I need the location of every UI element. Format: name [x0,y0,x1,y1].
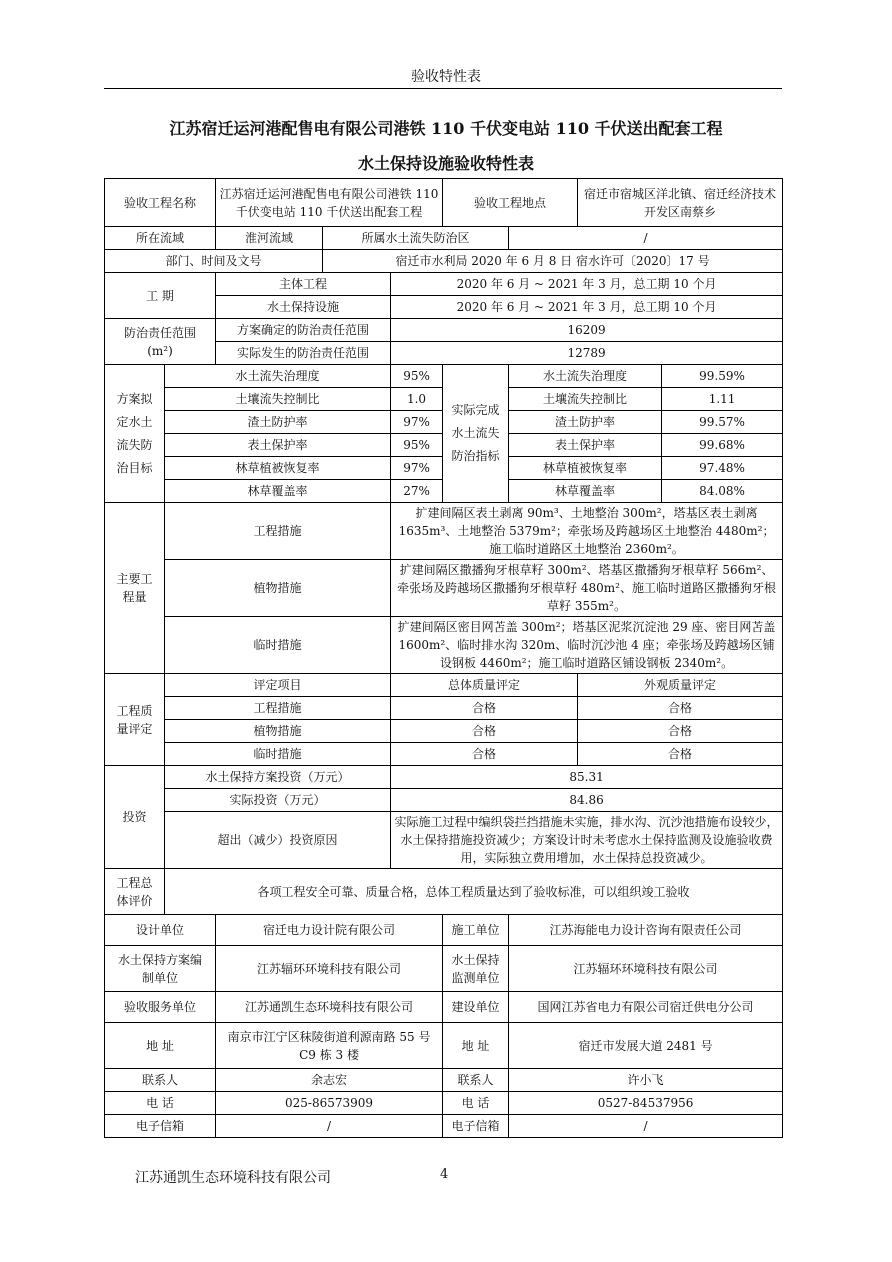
address-value-2: 宿迁市发展大道 2481 号 [509,1023,783,1069]
quality-overall: 合格 [391,743,578,766]
area-plan-label: 方案确定的防治责任范围 [216,319,391,342]
phone-label: 电 话 [105,1092,216,1115]
target-actual-value: 99.57% [662,411,783,434]
contact-label: 联系人 [105,1069,216,1092]
quality-item: 临时措施 [165,743,391,766]
contact-label-2: 联系人 [443,1069,509,1092]
period-label: 工 期 [105,273,216,319]
email-label-2: 电子信箱 [443,1115,509,1138]
phone-label-2: 电 话 [443,1092,509,1115]
tmp-measures-label: 临时措施 [165,617,391,674]
header-rule [104,88,782,89]
invest-label: 投资 [105,766,165,869]
targets-plan-label: 方案拟定水土流失防治目标 [105,365,165,503]
build-unit-value: 江苏海能电力设计咨询有限责任公司 [509,915,783,946]
target-actual-value: 1.11 [662,388,783,411]
quality-appearance: 合格 [578,743,783,766]
invest-actual-value: 84.86 [391,789,783,812]
page-number: 4 [440,1167,449,1182]
zone-label: 所属水土流失防治区 [323,227,509,250]
target-actual-name: 水土流失治理度 [509,365,662,388]
footer-company: 江苏通凯生态环境科技有限公司 [135,1170,331,1186]
phone-value-1: 025-86573909 [216,1092,443,1115]
zone-value: / [509,227,783,250]
veg-measures-value: 扩建间隔区撒播狗牙根草籽 300m²、塔基区撒播狗牙根草籽 566m²、牵张场及跨越场区撒播狗牙根草籽 480m²、施工临时道路区撒播狗牙根草籽 355m²。 [391,560,783,617]
quality-header-appearance: 外观质量评定 [578,674,783,697]
owner-unit-value: 国网江苏省电力有限公司宿迁供电分公司 [509,992,783,1023]
quality-item: 工程措施 [165,697,391,720]
title-line-2: 水土保持设施验收特性表 [357,154,534,173]
target-name: 渣土防护率 [165,411,391,434]
target-name: 水土流失治理度 [165,365,391,388]
approval-label: 部门、时间及文号 [105,250,323,273]
contact-value-2: 许小飞 [509,1069,783,1092]
eng-measures-value: 扩建间隔区表土剥离 90m³、土地整治 300m²，塔基区表土剥离 1635m³、土地整治 5379m²；牵张场及跨越场区土地整治 4480m²；施工临时道路区土地整治 2360m²。 [391,503,783,560]
design-unit-label: 设计单位 [105,915,216,946]
phone-value-2: 0527-84537956 [509,1092,783,1115]
target-plan-value: 95% [391,434,443,457]
overall-label: 工程总体评价 [105,869,165,915]
target-actual-value: 84.08% [662,480,783,503]
project-location-label: 验收工程地点 [443,179,578,227]
tmp-measures-value: 扩建间隔区密目网苫盖 300m²；塔基区泥浆沉淀池 29 座、密目网苫盖 1600m²、临时排水沟 320m、临时沉沙池 4 座；牵张场及跨越场区铺设钢板 4460m²；施工临时道路区铺设钢板 2340m²。 [391,617,783,674]
plan-unit-value: 江苏辐环环境科技有限公司 [216,946,443,992]
target-plan-value: 97% [391,457,443,480]
project-name-label: 验收工程名称 [105,179,216,227]
target-actual-name: 渣土防护率 [509,411,662,434]
target-plan-value: 1.0 [391,388,443,411]
basin-label: 所在流域 [105,227,216,250]
running-header: 验收特性表 [411,69,481,85]
quality-header-item: 评定项目 [165,674,391,697]
period-main-label: 主体工程 [216,273,391,296]
contact-value-1: 余志宏 [216,1069,443,1092]
project-name-value: 江苏宿迁运河港配售电有限公司港铁 110 千伏变电站 110 千伏送出配套工程 [216,179,443,227]
target-actual-value: 99.68% [662,434,783,457]
owner-unit-label: 建设单位 [443,992,509,1023]
quality-header-overall: 总体质量评定 [391,674,578,697]
service-unit-label: 验收服务单位 [105,992,216,1023]
area-plan-value: 16209 [391,319,783,342]
invest-reason-value: 实际施工过程中编织袋拦挡措施未实施，排水沟、沉沙池措施布设较少，水土保持措施投资减少；方案设计时未考虑水土保持监测及设施验收费用，实际独立费用增加，水土保持总投资减少。 [391,812,783,869]
period-sw-label: 水土保持设施 [216,296,391,319]
address-value-1: 南京市江宁区秣陵街道利源南路 55 号 C9 栋 3 楼 [216,1023,443,1069]
period-sw-value: 2020 年 6 月 ~ 2021 年 3 月，总工期 10 个月 [391,296,783,319]
target-actual-name: 表土保护率 [509,434,662,457]
monitor-unit-value: 江苏辐环环境科技有限公司 [509,946,783,992]
target-plan-value: 95% [391,365,443,388]
target-actual-value: 97.48% [662,457,783,480]
invest-actual-label: 实际投资（万元） [165,789,391,812]
target-actual-name: 土壤流失控制比 [509,388,662,411]
target-name: 土壤流失控制比 [165,388,391,411]
approval-value: 宿迁市水利局 2020 年 6 月 8 日 宿水许可〔2020〕17 号 [323,250,783,273]
area-label: 防治责任范围 (m²) [105,319,216,365]
email-label: 电子信箱 [105,1115,216,1138]
email-value-1: / [216,1115,443,1138]
project-location-value: 宿迁市宿城区洋北镇、宿迁经济技术开发区南蔡乡 [578,179,783,227]
area-actual-label: 实际发生的防治责任范围 [216,342,391,365]
title-line-1: 江苏宿迁运河港配售电有限公司港铁 110 千伏变电站 110 千伏送出配套工程 [169,119,723,138]
quality-item: 植物措施 [165,720,391,743]
area-actual-value: 12789 [391,342,783,365]
target-actual-name: 林草覆盖率 [509,480,662,503]
target-plan-value: 97% [391,411,443,434]
quality-overall: 合格 [391,720,578,743]
eng-measures-label: 工程措施 [165,503,391,560]
address-label-2: 地 址 [443,1023,509,1069]
target-name: 表土保护率 [165,434,391,457]
build-unit-label: 施工单位 [443,915,509,946]
target-name: 林草覆盖率 [165,480,391,503]
address-label: 地 址 [105,1023,216,1069]
target-actual-name: 林草植被恢复率 [509,457,662,480]
service-unit-value: 江苏通凯生态环境科技有限公司 [216,992,443,1023]
overall-value: 各项工程安全可靠、质量合格，总体工程质量达到了验收标准，可以组织竣工验收 [165,869,783,915]
invest-plan-value: 85.31 [391,766,783,789]
target-actual-value: 99.59% [662,365,783,388]
target-plan-value: 27% [391,480,443,503]
plan-unit-label: 水土保持方案编制单位 [105,946,216,992]
quality-label: 工程质量评定 [105,674,165,766]
invest-plan-label: 水土保持方案投资（万元） [165,766,391,789]
veg-measures-label: 植物措施 [165,560,391,617]
period-main-value: 2020 年 6 月 ~ 2021 年 3 月，总工期 10 个月 [391,273,783,296]
quantities-label: 主要工程量 [105,503,165,674]
quality-appearance: 合格 [578,720,783,743]
acceptance-table [104,178,783,1138]
quality-overall: 合格 [391,697,578,720]
basin-value: 淮河流域 [216,227,323,250]
monitor-unit-label: 水土保持监测单位 [443,946,509,992]
targets-actual-label: 实际完成水土流失防治指标 [443,365,509,503]
email-value-2: / [509,1115,783,1138]
invest-reason-label: 超出（减少）投资原因 [165,812,391,869]
design-unit-value: 宿迁电力设计院有限公司 [216,915,443,946]
quality-appearance: 合格 [578,697,783,720]
target-name: 林草植被恢复率 [165,457,391,480]
